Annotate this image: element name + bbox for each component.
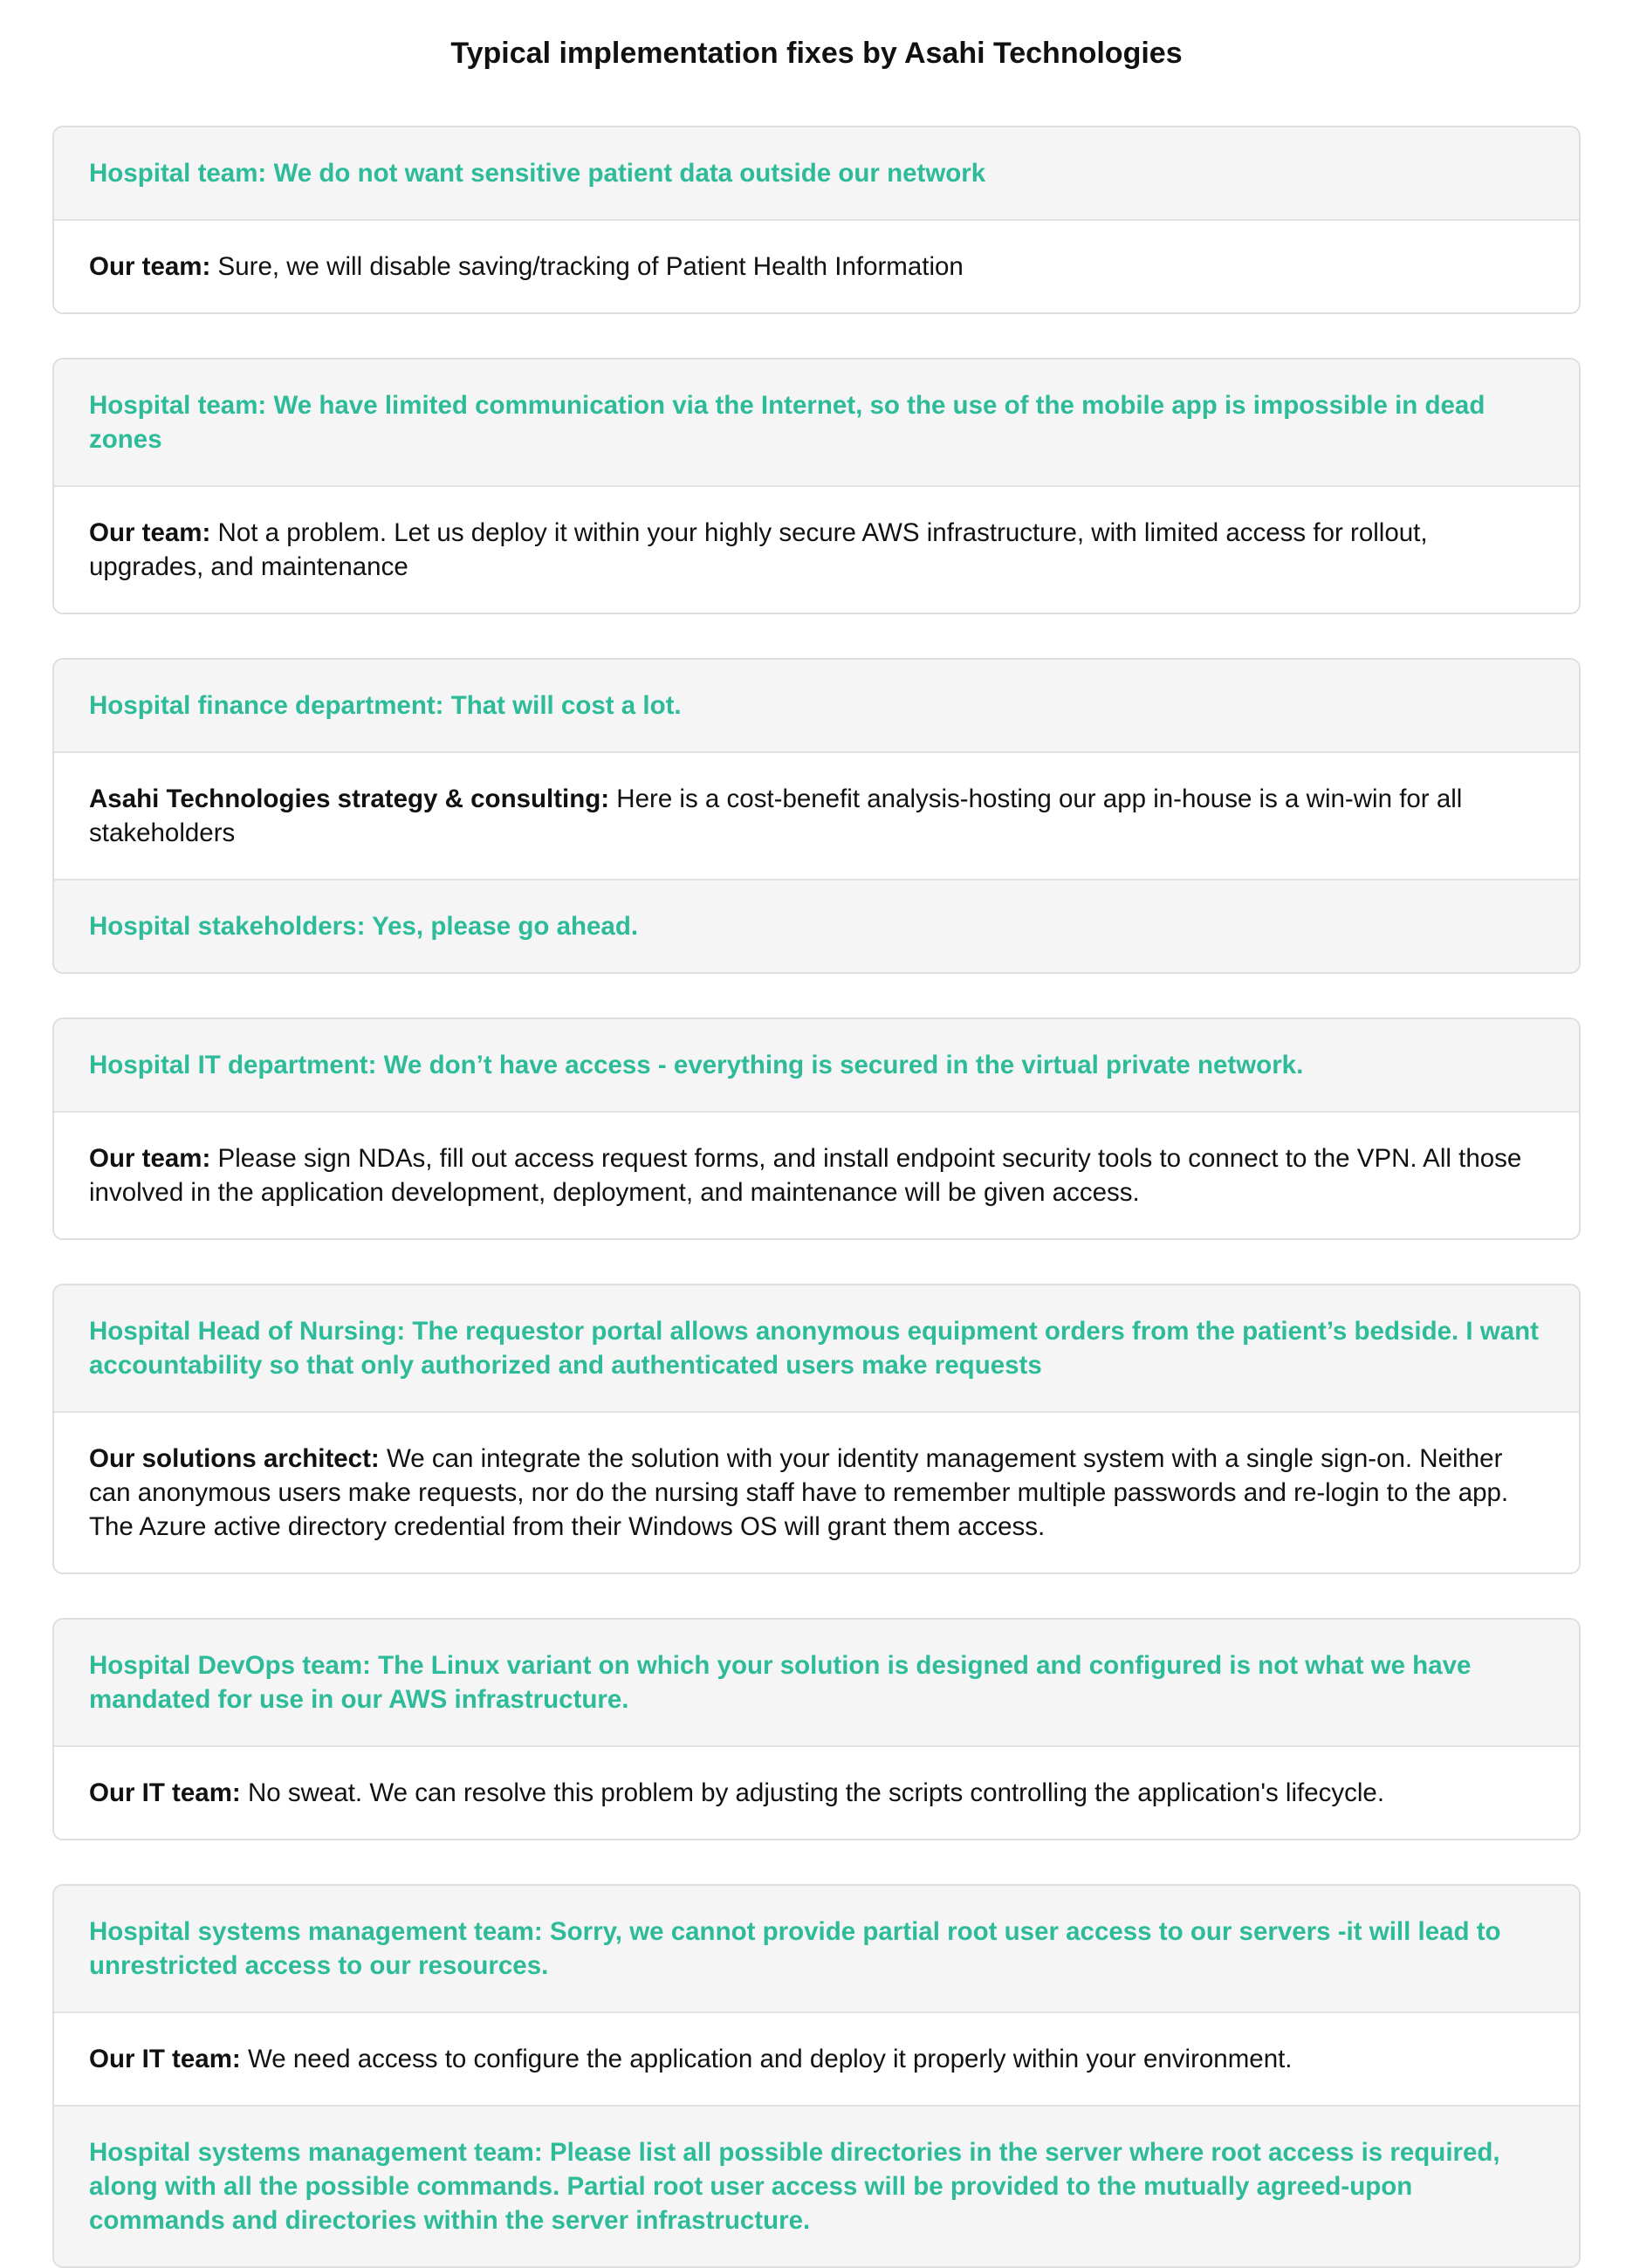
speaker-label: Hospital IT department: bbox=[89, 1051, 377, 1079]
speaker-label: Our team: bbox=[89, 518, 211, 547]
vendor-response bbox=[54, 485, 1579, 613]
page-title: Typical implementation fixes by Asahi Technologies bbox=[450, 37, 1183, 70]
vendor-response bbox=[54, 219, 1579, 312]
message-text: Please list all possible directories in the server where root access is required, along with all the possible commands. Partial root user access will be provided to the mutually agreed-upon commands and directories within the server infrastructure. bbox=[89, 2138, 1500, 2235]
message-text: The requestor portal allows anonymous equipment orders from the patient’s bedside. I want accountability so that only authorized and authenticated users make requests bbox=[89, 1317, 1539, 1380]
dialogue-card bbox=[52, 1018, 1581, 1240]
speaker-label: Hospital systems management team: bbox=[89, 1917, 543, 1946]
message-text: That will cost a lot. bbox=[450, 691, 682, 720]
hospital-statement bbox=[54, 1019, 1579, 1111]
hospital-statement bbox=[54, 127, 1579, 219]
message-text: We don’t have access - everything is secured in the virtual private network. bbox=[383, 1051, 1304, 1079]
message-text: Sorry, we cannot provide partial root user access to our servers -it will lead to unrestricted access to our resources. bbox=[89, 1917, 1501, 1980]
message-text: We have limited communication via the Internet, so the use of the mobile app is impossible in dead zones bbox=[89, 391, 1485, 454]
message-text: We do not want sensitive patient data outside our network bbox=[273, 159, 986, 188]
message-text: Yes, please go ahead. bbox=[372, 912, 639, 941]
hospital-statement bbox=[54, 660, 1579, 751]
speaker-label: Our solutions architect: bbox=[89, 1444, 380, 1473]
message-text: Sure, we will disable saving/tracking of Patient Health Information bbox=[217, 252, 964, 281]
speaker-label: Asahi Technologies strategy & consulting: bbox=[89, 785, 610, 813]
message-text: The Linux variant on which your solution is designed and configured is not what we have mandated for use in our AWS infrastructure. bbox=[89, 1651, 1472, 1714]
dialogue-card-list bbox=[0, 126, 1633, 2268]
hospital-statement bbox=[54, 1886, 1579, 2011]
dialogue-card bbox=[52, 1284, 1581, 1574]
dialogue-card bbox=[52, 1884, 1581, 2268]
speaker-label: Hospital DevOps team: bbox=[89, 1651, 371, 1680]
speaker-label: Hospital Head of Nursing: bbox=[89, 1317, 406, 1346]
speaker-label: Hospital team: bbox=[89, 159, 267, 188]
speaker-label: Our team: bbox=[89, 1144, 211, 1173]
vendor-response bbox=[54, 1411, 1579, 1573]
hospital-statement bbox=[54, 879, 1579, 972]
speaker-label: Hospital finance department: bbox=[89, 691, 444, 720]
dialogue-card bbox=[52, 658, 1581, 974]
speaker-label: Our IT team: bbox=[89, 2045, 241, 2073]
speaker-label: Our IT team: bbox=[89, 1778, 241, 1807]
hospital-statement bbox=[54, 2105, 1579, 2266]
message-text: No sweat. We can resolve this problem by adjusting the scripts controlling the application's lifecycle. bbox=[247, 1778, 1385, 1807]
hospital-statement bbox=[54, 1285, 1579, 1411]
vendor-response bbox=[54, 1745, 1579, 1839]
dialogue-card bbox=[52, 126, 1581, 314]
dialogue-card bbox=[52, 1618, 1581, 1840]
speaker-label: Hospital systems management team: bbox=[89, 2138, 543, 2167]
speaker-label: Hospital team: bbox=[89, 391, 267, 420]
vendor-response bbox=[54, 2011, 1579, 2105]
message-text: Here is a cost-benefit analysis-hosting our app in-house is a win-win for all stakeholders bbox=[89, 785, 1463, 847]
message-text: We need access to configure the application and deploy it properly within your environment. bbox=[247, 2045, 1293, 2073]
vendor-response bbox=[54, 1111, 1579, 1238]
message-text: Please sign NDAs, fill out access request forms, and install endpoint security tools to connect to the VPN. All those involved in the application development, deployment, and maintenance will be given access. bbox=[89, 1144, 1522, 1207]
vendor-response bbox=[54, 751, 1579, 879]
message-text: Not a problem. Let us deploy it within your highly secure AWS infrastructure, with limited access for rollout, upgrades, and maintenance bbox=[89, 518, 1428, 581]
dialogue-card bbox=[52, 358, 1581, 614]
speaker-label: Our team: bbox=[89, 252, 211, 281]
hospital-statement bbox=[54, 360, 1579, 485]
speaker-label: Hospital stakeholders: bbox=[89, 912, 366, 941]
message-text: We can integrate the solution with your identity management system with a single sign-on. Neither can anonymous users make requests, nor do the nursing staff have to remember multiple passwords and re-login to the app. The Azure active directory credential from their Windows OS will grant them access. bbox=[89, 1444, 1509, 1541]
hospital-statement bbox=[54, 1620, 1579, 1745]
